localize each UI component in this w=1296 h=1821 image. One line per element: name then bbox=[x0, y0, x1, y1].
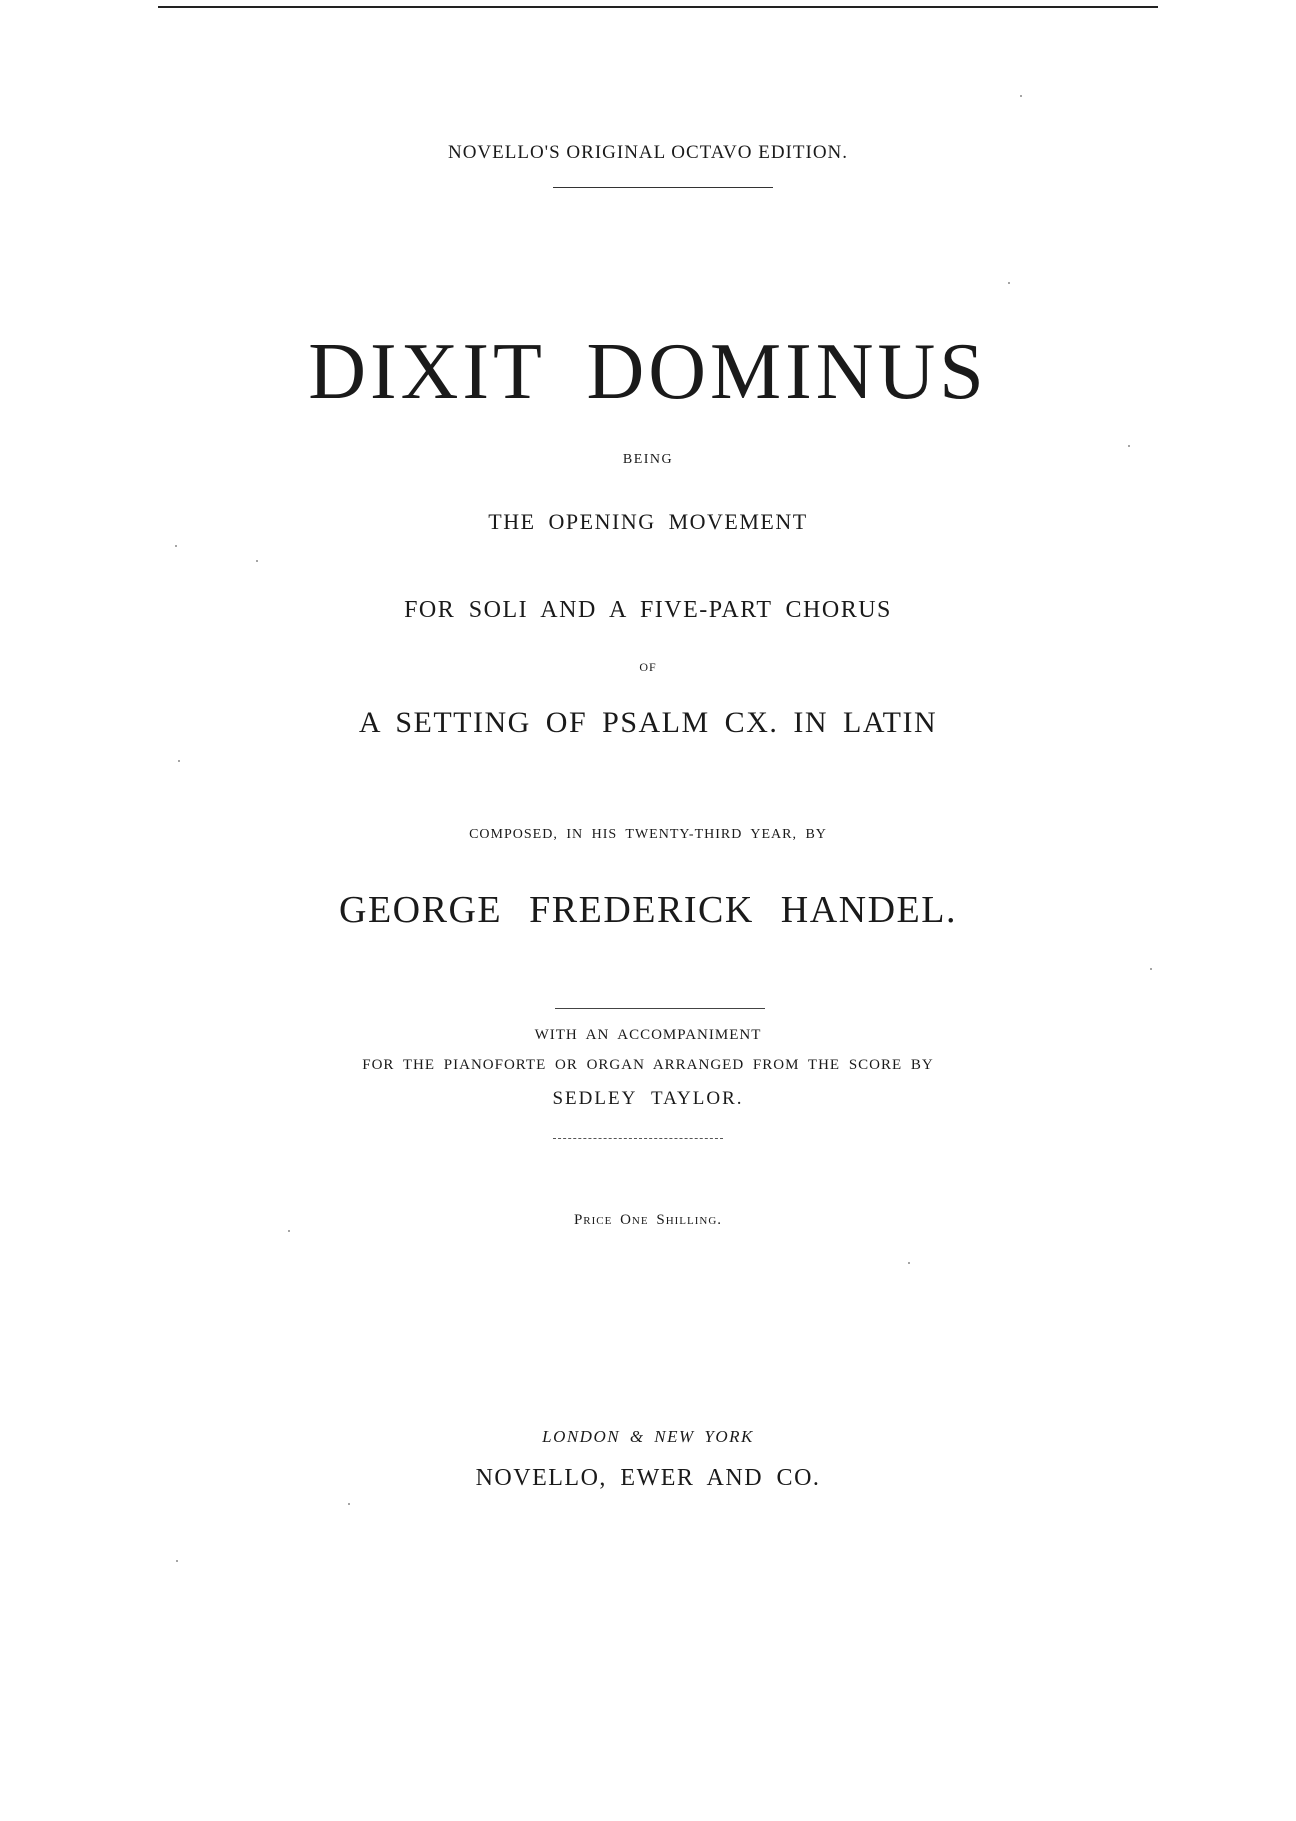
composed-line: COMPOSED, IN HIS TWENTY-THIRD YEAR, BY bbox=[469, 827, 827, 842]
top-border-rule bbox=[158, 6, 1158, 8]
scan-speck bbox=[288, 1230, 290, 1232]
arranger-name: SEDLEY TAYLOR. bbox=[552, 1088, 744, 1109]
price-line: Price One Shilling. bbox=[573, 1212, 723, 1228]
dashed-divider bbox=[553, 1138, 723, 1140]
opening-movement-line: THE OPENING MOVEMENT bbox=[488, 509, 808, 534]
scan-speck bbox=[256, 560, 258, 562]
publisher-name: NOVELLO, EWER AND CO. bbox=[475, 1465, 821, 1491]
work-title: DIXIT DOMINUS bbox=[308, 328, 988, 416]
scan-speck bbox=[348, 1503, 350, 1505]
psalm-setting-line: A SETTING OF PSALM CX. IN LATIN bbox=[358, 706, 938, 739]
scan-speck bbox=[1128, 445, 1130, 447]
scan-speck bbox=[175, 545, 177, 547]
edition-underline bbox=[553, 187, 773, 188]
composer-name: GEORGE FREDERICK HANDEL. bbox=[339, 889, 957, 931]
scan-speck bbox=[178, 760, 180, 762]
edition-heading: NOVELLO'S ORIGINAL OCTAVO EDITION. bbox=[447, 142, 849, 163]
scan-speck bbox=[1150, 968, 1152, 970]
arranged-line: FOR THE PIANOFORTE OR ORGAN ARRANGED FROM THE SCORE BY bbox=[362, 1057, 934, 1073]
imprint-place: LONDON & NEW YORK bbox=[542, 1427, 754, 1446]
ornamental-rule bbox=[555, 1008, 765, 1009]
of-label: OF bbox=[639, 660, 657, 674]
scan-speck bbox=[1008, 282, 1010, 284]
scoring-line: FOR SOLI AND A FIVE-PART CHORUS bbox=[404, 597, 892, 623]
scan-speck bbox=[176, 1560, 178, 1562]
being-label: BEING bbox=[622, 452, 674, 467]
scan-speck bbox=[908, 1262, 910, 1264]
scan-speck bbox=[1020, 95, 1022, 97]
accompaniment-line: WITH AN ACCOMPANIMENT bbox=[534, 1027, 762, 1043]
